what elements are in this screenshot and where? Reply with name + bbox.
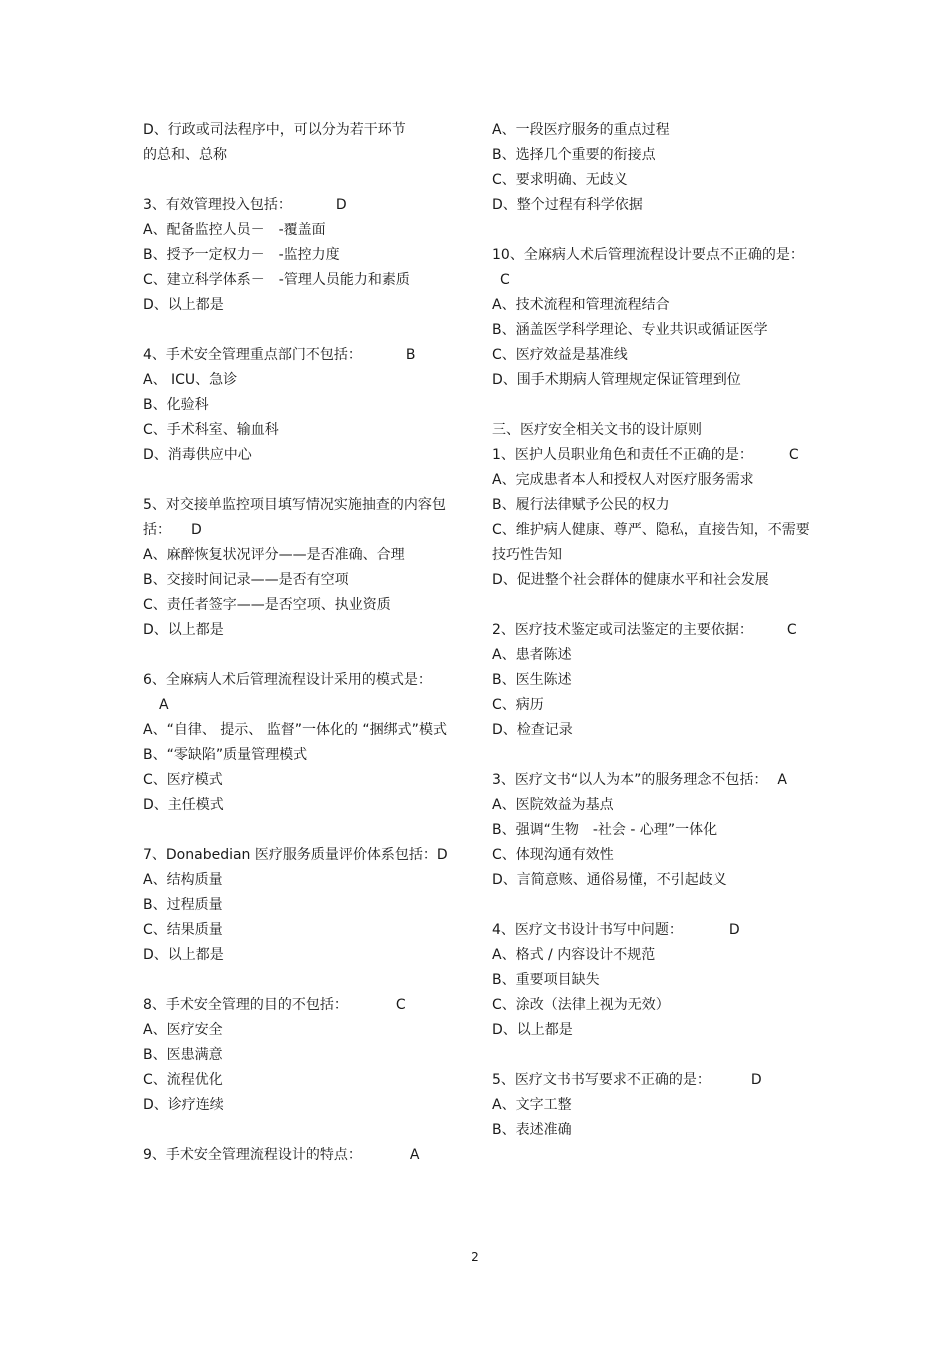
option: C、手术科室、输血科 bbox=[143, 422, 279, 438]
option: B、履行法律赋予公民的权力 bbox=[492, 497, 670, 513]
answer-key: D bbox=[750, 1072, 762, 1088]
stem-text: 10、全麻病人术后管理流程设计要点不正确的是： bbox=[492, 247, 804, 263]
question-5 bbox=[143, 493, 455, 643]
option: C、医疗模式 bbox=[143, 772, 223, 788]
answer-key: D bbox=[436, 847, 448, 863]
question-stem bbox=[492, 918, 812, 943]
stem-text: 2、医疗技术鉴定或司法鉴定的主要依据： bbox=[492, 622, 753, 638]
option: C、流程优化 bbox=[143, 1072, 223, 1088]
stem-text: 5、医疗文书书写要求不正确的是： bbox=[492, 1072, 711, 1088]
option: D、以上都是 bbox=[492, 1022, 573, 1038]
answer-key: D bbox=[191, 522, 202, 538]
section-3-question-1 bbox=[492, 418, 812, 593]
option: B、选择几个重要的衔接点 bbox=[492, 147, 656, 163]
stem-text: 4、手术安全管理重点部门不包括： bbox=[143, 347, 362, 363]
answer-key: A bbox=[409, 1147, 420, 1163]
right-column bbox=[492, 118, 812, 1168]
answer-key: A bbox=[777, 772, 787, 788]
option: B、过程质量 bbox=[143, 897, 223, 913]
option: D、以上都是 bbox=[143, 622, 224, 638]
option: D、促进整个社会群体的健康水平和社会发展 bbox=[492, 572, 769, 588]
question-9-options bbox=[492, 118, 812, 218]
option: A、配备监控人员－ -覆盖面 bbox=[143, 222, 326, 238]
option: C、体现沟通有效性 bbox=[492, 847, 614, 863]
option: B、涵盖医学科学理论、专业共识或循证医学 bbox=[492, 322, 768, 338]
question-stem bbox=[492, 768, 812, 793]
answer-key: C bbox=[786, 622, 797, 638]
question-stem bbox=[492, 243, 812, 293]
left-column bbox=[143, 118, 455, 1193]
answer-key: C bbox=[395, 997, 406, 1013]
option: A、患者陈述 bbox=[492, 647, 572, 663]
question-stem bbox=[143, 493, 455, 543]
question-3 bbox=[143, 193, 455, 318]
stem-text: 3、有效管理投入包括： bbox=[143, 197, 292, 213]
option: D、言简意赅、通俗易懂，不引起歧义 bbox=[492, 872, 727, 888]
option: A、麻醉恢复状况评分——是否准确、合理 bbox=[143, 547, 405, 563]
option: B、医患满意 bbox=[143, 1047, 223, 1063]
option: A、“自律、 提示、 监督”一体化的 “捆绑式”模式 bbox=[143, 722, 447, 738]
section-3-question-3 bbox=[492, 768, 812, 893]
answer-key: A bbox=[159, 697, 169, 713]
option: B、“零缺陷”质量管理模式 bbox=[143, 747, 308, 763]
option: D、诊疗连续 bbox=[143, 1097, 224, 1113]
option: A、结构质量 bbox=[143, 872, 223, 888]
option: C、医疗效益是基准线 bbox=[492, 347, 628, 363]
stem-text: 6、全麻病人术后管理流程设计采用的模式是： bbox=[143, 672, 432, 688]
answer-key: D bbox=[728, 922, 740, 938]
page-number: 2 bbox=[471, 1250, 479, 1264]
option: B、表述准确 bbox=[492, 1122, 572, 1138]
section-3-question-4 bbox=[492, 918, 812, 1043]
option: C、结果质量 bbox=[143, 922, 223, 938]
question-stem bbox=[143, 993, 455, 1018]
question-stem bbox=[143, 668, 455, 718]
text-line: 的总和、总称 bbox=[143, 147, 227, 163]
option: D、整个过程有科学依据 bbox=[492, 197, 643, 213]
question-block bbox=[143, 118, 455, 168]
option: B、化验科 bbox=[143, 397, 209, 413]
option: C、病历 bbox=[492, 697, 544, 713]
stem-text: 8、手术安全管理的目的不包括： bbox=[143, 997, 348, 1013]
option: C、涂改（法律上视为无效） bbox=[492, 997, 670, 1013]
option: D、以上都是 bbox=[143, 297, 224, 313]
option: D、主任模式 bbox=[143, 797, 224, 813]
option: B、强调“生物 -社会 - 心理”一体化 bbox=[492, 822, 718, 838]
question-stem bbox=[143, 193, 455, 218]
option: D、以上都是 bbox=[143, 947, 224, 963]
question-4 bbox=[143, 343, 455, 468]
question-stem bbox=[492, 1068, 812, 1093]
option: A、完成患者本人和授权人对医疗服务需求 bbox=[492, 472, 754, 488]
stem-text: 5、对交接单监控项目填写情况实施抽查的内容包括： bbox=[143, 497, 446, 538]
option: A、医疗安全 bbox=[143, 1022, 223, 1038]
option: D、消毒供应中心 bbox=[143, 447, 252, 463]
option: B、交接时间记录——是否有空项 bbox=[143, 572, 349, 588]
option: C、责任者签字——是否空项、执业资质 bbox=[143, 597, 391, 613]
question-stem bbox=[143, 843, 455, 868]
option: A、一段医疗服务的重点过程 bbox=[492, 122, 670, 138]
section-3-question-5 bbox=[492, 1068, 812, 1143]
question-6 bbox=[143, 668, 455, 818]
question-stem bbox=[492, 443, 812, 468]
answer-key: C bbox=[788, 447, 799, 463]
question-stem bbox=[492, 618, 812, 643]
option: D、检查记录 bbox=[492, 722, 573, 738]
section-heading: 三、医疗安全相关文书的设计原则 bbox=[492, 422, 702, 438]
option: B、重要项目缺失 bbox=[492, 972, 600, 988]
answer-key: C bbox=[500, 272, 510, 288]
stem-text: 4、医疗文书设计书写中问题： bbox=[492, 922, 683, 938]
stem-text: 7、Donabedian 医疗服务质量评价体系包括： bbox=[143, 847, 437, 863]
stem-text: 1、医护人员职业角色和责任不正确的是： bbox=[492, 447, 753, 463]
question-stem bbox=[143, 343, 455, 368]
option: A、 ICU、急诊 bbox=[143, 372, 238, 388]
option: C、维护病人健康、尊严、隐私，直接告知，不需要技巧性告知 bbox=[492, 522, 810, 563]
question-stem bbox=[143, 1143, 455, 1168]
stem-text: 3、医疗文书“以人为本”的服务理念不包括： bbox=[492, 772, 768, 788]
answer-key: B bbox=[405, 347, 416, 363]
text-line: D、行政或司法程序中，可以分为若干环节 bbox=[143, 122, 406, 138]
answer-key: D bbox=[335, 197, 347, 213]
option: A、文字工整 bbox=[492, 1097, 572, 1113]
question-7 bbox=[143, 843, 455, 968]
question-9 bbox=[143, 1143, 455, 1168]
option: A、技术流程和管理流程结合 bbox=[492, 297, 670, 313]
option: C、建立科学体系－ -管理人员能力和素质 bbox=[143, 272, 410, 288]
question-8 bbox=[143, 993, 455, 1118]
option: D、围手术期病人管理规定保证管理到位 bbox=[492, 372, 741, 388]
question-10 bbox=[492, 243, 812, 393]
option: A、格式 / 内容设计不规范 bbox=[492, 947, 656, 963]
section-3-question-2 bbox=[492, 618, 812, 743]
option: B、授予一定权力－ -监控力度 bbox=[143, 247, 340, 263]
option: B、医生陈述 bbox=[492, 672, 572, 688]
option: C、要求明确、无歧义 bbox=[492, 172, 628, 188]
option: A、医院效益为基点 bbox=[492, 797, 614, 813]
stem-text: 9、手术安全管理流程设计的特点： bbox=[143, 1147, 362, 1163]
